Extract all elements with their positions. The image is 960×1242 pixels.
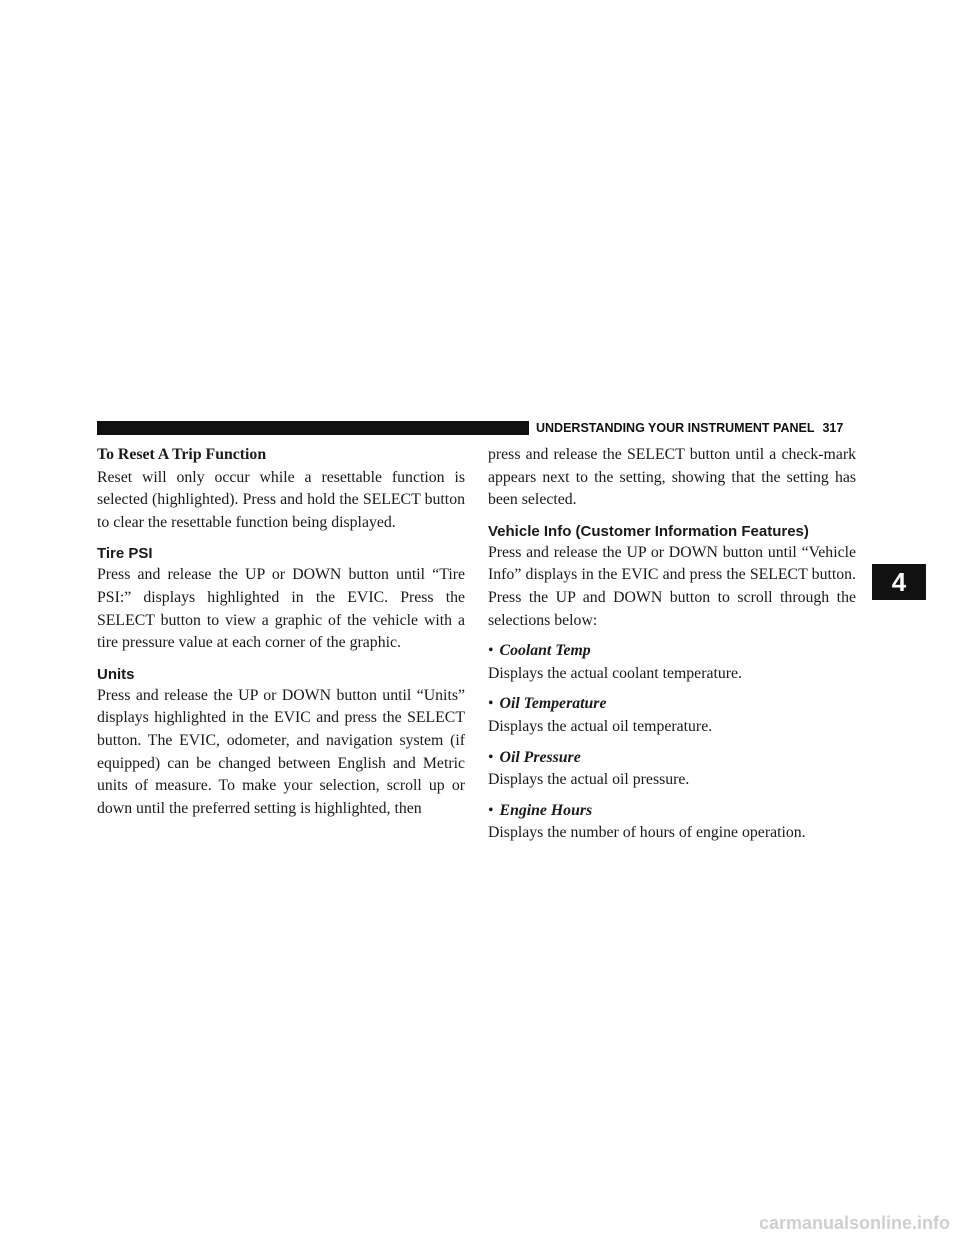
bullet-icon: • — [488, 642, 494, 660]
left-column — [97, 444, 465, 820]
list-item-title: • Engine Hours — [488, 801, 593, 819]
watermark: carmanualsonline.info — [758, 1213, 950, 1233]
tire-psi-body: Press and release the UP or DOWN button until “Tire PSI:” displays highlighted in the EVIC. Press the SELECT button to view a graphic of the vehicle with a tire pressure value at each corner of the graphic. — [97, 566, 465, 652]
units-body: Press and release the UP or DOWN button until “Units” displays highlighted in the EVIC and press the SELECT button. The EVIC, odometer, and navigation system (if equipped) can be changed between English and Metric units of measure. To make your selection, scroll up or down until the preferred setting is highlighted, then — [97, 686, 465, 817]
vehicle-info-heading: Vehicle Info (Customer Information Features) — [488, 522, 809, 540]
reset-trip-body: Reset will only occur while a resettable function is selected (highlighted). Press and hold the SELECT button to clear the resettable function being displayed. — [97, 468, 465, 531]
list-item-title: • Coolant Temp — [488, 642, 591, 660]
bullet-icon: • — [488, 801, 494, 819]
list-item-desc: Displays the actual oil pressure. — [488, 771, 690, 789]
list-item-desc: Displays the actual oil temperature. — [488, 717, 713, 735]
bullet-icon: • — [488, 748, 494, 766]
header-rule — [97, 421, 529, 435]
running-header — [536, 418, 866, 438]
units-body-continued: press and release the SELECT button until a check-mark appears next to the setting, showing that the setting has been selected. — [488, 446, 856, 509]
list-item-desc: Displays the actual coolant temperature. — [488, 664, 742, 682]
tire-psi-heading: Tire PSI — [97, 545, 153, 563]
right-column — [488, 444, 856, 845]
vehicle-info-body: Press and release the UP or DOWN button until “Vehicle Info” displays in the EVIC and press the SELECT button. Press the UP and DOWN button to scroll through the selections below: — [488, 543, 856, 629]
list-item-title: • Oil Temperature — [488, 695, 607, 713]
header-title: UNDERSTANDING YOUR INSTRUMENT PANEL — [536, 421, 815, 435]
units-heading: Units — [97, 665, 135, 683]
list-item-title: • Oil Pressure — [488, 748, 581, 766]
reset-trip-heading: To Reset A Trip Function — [97, 446, 267, 463]
chapter-tab: 4 — [872, 564, 926, 600]
list-item-desc: Displays the number of hours of engine operation. — [488, 824, 806, 842]
page-number: 317 — [822, 421, 844, 435]
bullet-icon: • — [488, 695, 494, 713]
